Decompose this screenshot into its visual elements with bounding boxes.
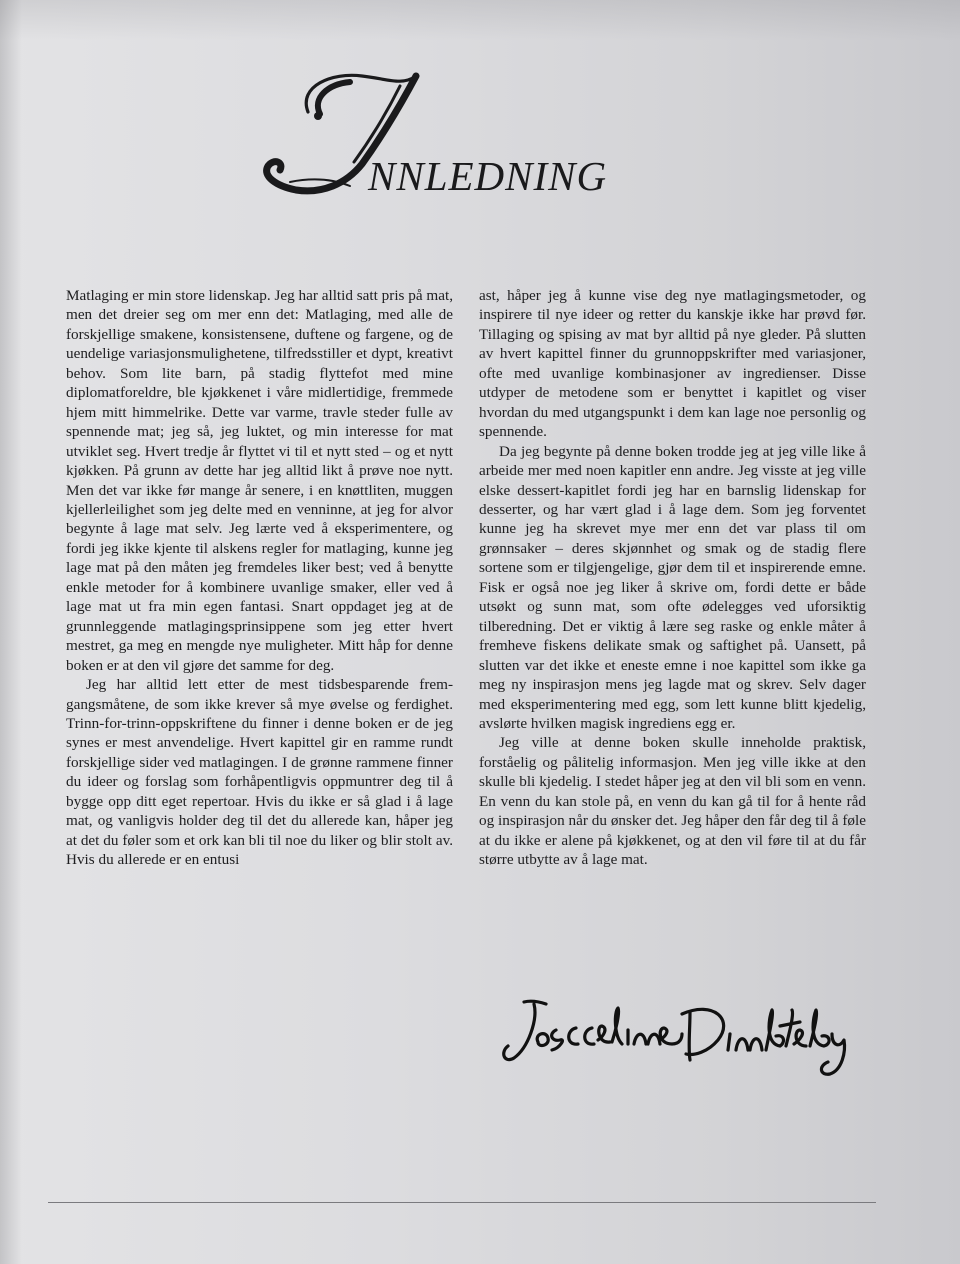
- footer-rule: [48, 1202, 876, 1203]
- paragraph: Jeg ville at denne boken skulle inneholde praktisk, forståelig og pålitelig informasjon. Men jeg ville ikke at den skulle bli kjedelig. I stedet håper jeg at den vil bli som en venn. En venn du kan stole på, en venn du kan gå til for å hente råd og inspirasjon når du ønsker det. Jeg håper den får deg til å føle at du ikke er alene på kjøkkenet, og at den vil føre til at du får større utbytte av å lage mat.: [479, 734, 866, 869]
- page-shadow-top: [0, 0, 960, 40]
- paragraph: Da jeg begynte på denne boken trodde jeg at jeg ville like å arbeide mer med noen kapitler enn andre. Jeg visste at jeg ville elske dessert-kapitlet fordi jeg har en barnslig lidenskap for desserter, og har vært glad i å lage dem. Som jeg forventet kunne jeg ha skrevet mye mer enn det var plass til om grønnsaker – deres skjønnhet og smak og de stadig flere sortene som er tilgjengelige, gjør dem til et inspirerende emne. Fisk er også noe jeg liker å skrive om, fordi dette er både utsøkt og sunn mat, som ofte ødelegges ved uforsiktig tilberedning. Det er viktig å lære seg raske og enkle måter å fremheve fiskens delikate smak og saftighet på. Uansett, på slutten var det ikke et eneste emne i noe kapittel som ikke ga meg ny inspirasjon mens jeg lagde mat og skrev. Selv dager med eksperimentering med egg, som lett kunne blitt kjedelig, avslørte hvilken magisk ingrediens egg er.: [479, 442, 866, 732]
- paragraph: ast, håper jeg å kunne vise deg nye matlagingsmetoder, og inspirere til nye ideer og retter du kanskje ikke har prøvd før. Tillaging og spising av mat byr alltid på nye gleder. På slutten av hvert kapittel finner du grunnoppskrifter med variasjoner, ofte med uvanlige kombinasjoner av ingredienser. Disse utdyper de metodene som er benyttet i kapitlet og viser hvordan du med utgangspunkt i dem kan lage noe personlig og spennende.: [479, 287, 866, 441]
- body-text: [66, 286, 866, 870]
- chapter-title: [250, 66, 710, 206]
- signature-image: [494, 990, 874, 1090]
- paragraph: Matlaging er min store lidenskap. Jeg har alltid satt pris på mat, men det dreier seg om mer enn det: Matlaging, med alle de forskjellige smakene, konsistensene, duftene og fargene, og de uendelige variasjonsmulighetene, tilfredsstiller et dypt, kreativt behov. Som lite barn, på stadig flyttefot med mine diplomatforeldre, ble kjøkkenet i våre midlertidige, fremmede hjem mitt himmelrike. Dette var varme, travle steder fulle av spennende mat; jeg så, jeg luktet, og min interesse for mat utviklet seg. Hvert tredje år flyttet vi til et nytt sted – og et nytt kjøkken. På grunn av dette har jeg alltid likt å prøve noe nytt. Men det var ikke før mange år senere, i en knøttliten, muggen kjellerleilighet som jeg delte med en venninne, at jeg for alvor begynte å lage mat selv. Jeg lærte ved å eksperimentere, og fordi jeg ikke kjente til alskens regler for matlaging, kunne jeg lage mat på den måten jeg fremdeles liker best; ved å benytte enkle metoder for å kombinere uvanlige smaker, eller ved å lage mat ut fra min egen fantasi. Snart oppdaget jeg at de grunnleggende matlagingsprinsippene som jeg etter hvert mestret, ga meg en mengde nye muligheter. Mitt håp for denne boken er at den vil gjøre det samme for deg.: [66, 287, 453, 674]
- paragraph: Jeg har alltid lett etter de mest tidsbesparende fremgangsmåtene, de som ikke krever så mye øvelse og ferdighet. Trinn-for-trinn-oppskriftene du finner i denne boken er de jeg synes er mest anvendelige. Hvert kapittel gir en ramme rundt forskjellige sider ved matlagingen. I de grønne rammene finner du ideer og forslag som forhåpentligvis oppmuntrer deg til å bygge opp ditt eget repertoar. Hvis du ikke er så glad i å lage mat, og vanligvis holder deg til det du allerede kan, håper jeg at det du føler som et ork kan bli til noe du liker og blir stolt av. Hvis du allerede er en entusi: [66, 676, 453, 869]
- page-shadow-left: [0, 0, 22, 1264]
- chapter-title-text: NNLEDNING: [368, 153, 608, 199]
- left-column: [66, 286, 453, 870]
- author-signature: [494, 990, 874, 1090]
- right-column: [479, 286, 866, 870]
